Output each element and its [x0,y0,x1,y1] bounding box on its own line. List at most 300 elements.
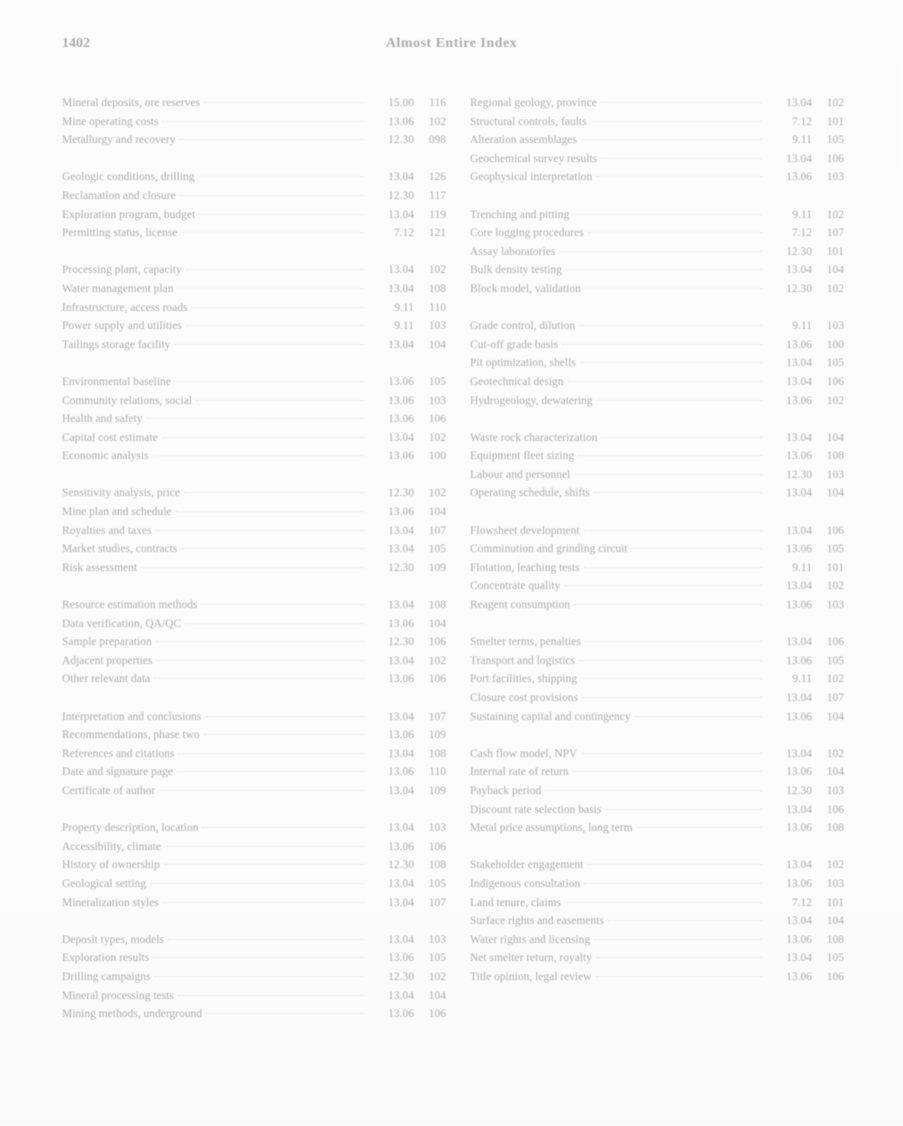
dot-leader [185,623,364,624]
index-column-left [62,94,446,1024]
index-entry-page: 098 [428,134,446,147]
index-entry-row [470,819,844,838]
index-entry-value: 13.04 [388,431,414,444]
dot-leader [601,437,762,438]
index-entry-value: 12.30 [388,487,414,500]
dot-leader [191,307,364,308]
dot-leader [156,660,364,661]
dot-leader [186,325,364,326]
index-entry-row [62,1005,446,1024]
index-entry-value: 13.04 [786,97,812,109]
index-entry-label: Grade control, dilution [470,320,576,333]
index-entry-page: 108 [826,933,844,946]
dot-leader [186,269,364,270]
index-entry-page: 108 [826,822,844,835]
dot-leader [562,344,762,345]
index-entry-page: 105 [826,357,844,370]
dot-leader [199,214,364,215]
index-entry-label: Royalties and taxes [62,524,152,537]
index-entry-label: Infrastructure, access roads [62,301,188,314]
index-entry-page: 104 [826,915,844,928]
index-entry-row [62,708,446,727]
index-entry-row [470,875,844,894]
index-entry-value: 9.11 [792,320,812,333]
index-entry-value: 13.06 [786,766,812,779]
group-spacer [62,912,446,931]
group-spacer [470,187,844,206]
index-entry-label: Processing plant, capacity [62,264,182,277]
index-entry-row [470,633,844,652]
index-entry-value: 12.30 [388,189,414,202]
index-entry-label: Capital cost estimate [62,431,158,444]
dot-leader [574,474,762,475]
index-entry-value: 13.04 [786,803,812,816]
dot-leader [181,548,364,549]
index-entry-label: Environmental baseline [62,375,171,388]
index-entry-label: Waste rock characterization [470,431,598,444]
index-entry-label: Date and signature page [62,766,173,779]
index-entry-page: 105 [826,134,844,147]
dot-leader [162,437,364,438]
index-entry-value: 13.04 [388,822,414,835]
dot-leader [179,139,364,140]
index-entry-row [470,763,844,782]
group-spacer [470,299,844,318]
index-entry-value: 13.04 [388,784,414,797]
index-entry-row [470,689,844,708]
index-entry-row [470,670,844,689]
dot-leader [141,567,364,568]
index-entry-row [470,577,844,596]
dot-leader [573,771,762,772]
index-entry-value: 13.04 [786,859,812,872]
index-entry-label: Mine operating costs [62,115,159,128]
dot-leader [601,102,762,103]
index-entry-row [62,726,446,745]
index-entry-value: 13.04 [388,933,414,946]
dot-leader [581,678,762,679]
index-entry-value: 13.06 [388,506,414,519]
index-entry-row [62,559,446,578]
index-entry-label: Sample preparation [62,636,152,649]
dot-leader [637,827,762,828]
index-entry-value: 9.11 [792,208,812,221]
index-entry-label: Mineralization styles [62,896,159,909]
dot-leader [545,790,762,791]
index-entry-value: 9.11 [792,134,812,147]
dot-leader [605,809,762,810]
index-entry-row [470,429,844,448]
index-entry-label: Mine plan and schedule [62,506,172,519]
index-entry-page: 104 [428,617,446,630]
index-entry-value: 13.04 [786,580,812,593]
dot-leader [565,902,762,903]
group-spacer [470,615,844,634]
dot-leader [154,976,364,977]
index-entry-row [470,354,844,373]
index-entry-value: 13.04 [388,599,414,612]
dot-leader [178,995,364,996]
index-entry-label: Structural controls, faults [470,115,587,128]
index-entry-row [62,670,446,689]
index-entry-row [62,429,446,448]
index-entry-label: Core logging procedures [470,227,584,240]
index-entry-value: 13.04 [388,338,414,351]
index-entry-value: 13.06 [388,952,414,965]
index-entry-row [62,596,446,615]
index-entry-page: 116 [429,97,446,109]
index-entry-row [62,763,446,782]
index-entry-row [62,336,446,355]
index-entry-label: Power supply and utilities [62,320,182,333]
dot-leader [177,771,364,772]
index-column-right [470,94,844,987]
index-entry-value: 9.11 [394,320,414,333]
index-entry-value: 13.06 [786,599,812,612]
index-entry-value: 13.06 [388,673,414,686]
index-entry-label: Smelter terms, penalties [470,636,581,649]
index-entry-value: 7.12 [791,227,812,240]
index-entry-page: 101 [826,561,844,574]
dot-leader [199,176,364,177]
index-entry-row [62,987,446,1006]
index-entry-label: Payback period [470,784,542,797]
index-entry-row [62,280,446,299]
index-entry-page: 100 [428,450,446,463]
index-entry-label: Bulk density testing [470,264,562,277]
dot-leader [153,957,364,958]
index-entry-row [62,447,446,466]
index-entry-value: 12.30 [388,134,414,147]
index-entry-value: 9.11 [792,561,812,574]
dot-leader [181,232,364,233]
index-entry-value: 13.06 [786,877,812,890]
dot-leader [178,753,364,754]
index-entry-page: 103 [826,320,844,333]
index-entry-label: Reagent consumption [470,599,570,612]
index-entry-row [62,113,446,132]
index-entry-row [62,540,446,559]
index-entry-row [470,317,844,336]
index-entry-row [62,949,446,968]
index-entry-value: 13.06 [388,840,414,853]
index-entry-label: Pit optimization, shells [470,357,576,370]
index-entry-label: Geotechnical design [470,375,564,388]
index-entry-label: Alteration assemblages [470,134,577,147]
index-entry-page: 108 [826,450,844,463]
group-spacer [62,577,446,596]
dot-leader [578,455,762,456]
index-entry-row [470,131,844,150]
index-entry-label: Equipment fleet sizing [470,450,575,463]
index-entry-row [62,522,446,541]
dot-leader [580,362,762,363]
index-entry-label: Trenching and pitting [470,208,570,221]
index-entry-value: 13.06 [786,394,812,407]
index-entry-value: 13.06 [786,822,812,835]
index-entry-page: 117 [429,189,446,202]
index-entry-value: 13.04 [786,747,812,760]
index-entry-value: 13.06 [388,115,414,128]
index-entry-value: 13.04 [786,952,812,965]
index-entry-label: Data verification, QA/QC [62,617,182,630]
dot-leader [206,1013,364,1014]
index-entry-label: Reclamation and closure [62,189,176,202]
index-entry-page: 106 [826,524,844,537]
dot-leader [587,864,762,865]
index-entry-page: 105 [826,543,844,556]
index-entry-value: 13.06 [786,543,812,556]
dot-leader [568,381,762,382]
dot-leader [165,846,364,847]
index-entry-row [470,392,844,411]
index-entry-page: 126 [428,171,446,184]
index-entry-label: Property description, location [62,822,199,835]
dot-leader [201,604,364,605]
dot-leader [204,102,364,103]
index-entry-page: 108 [428,747,446,760]
index-entry-label: Risk assessment [62,561,138,574]
index-entry-row [470,801,844,820]
group-spacer [470,503,844,522]
index-entry-page: 102 [428,970,446,983]
index-entry-value: 13.04 [388,747,414,760]
index-entry-page: 105 [428,877,446,890]
index-entry-row [470,968,844,987]
index-entry-label: Block model, validation [470,282,581,295]
index-entry-page: 102 [826,282,844,295]
index-entry-row [62,745,446,764]
index-entry-label: Port facilities, shipping [470,673,578,686]
index-entry-row [62,819,446,838]
dot-leader [635,716,762,717]
dot-leader [581,139,762,140]
dot-leader [585,641,762,642]
index-entry-page: 101 [826,245,844,258]
dot-leader [180,195,364,196]
dot-leader [579,325,762,326]
index-entry-page: 110 [429,766,446,779]
index-entry-row [470,113,844,132]
dot-leader [205,716,364,717]
index-entry-label: Tailings storage facility [62,338,171,351]
index-entry-value: 13.04 [786,357,812,370]
index-entry-label: References and citations [62,747,175,760]
index-entry-row [470,559,844,578]
index-entry-page: 103 [826,784,844,797]
index-entry-label: Market studies, contracts [62,543,178,556]
dot-leader [591,121,762,122]
dot-leader [596,976,762,977]
index-entry-value: 13.04 [786,152,812,165]
index-entry-row [470,94,844,113]
index-entry-row [470,540,844,559]
index-entry-row [62,968,446,987]
index-entry-page: 103 [826,877,844,890]
index-entry-label: Stakeholder engagement [470,859,584,872]
index-entry-label: Geochemical survey results [470,152,598,165]
dot-leader [204,734,364,735]
dot-leader [584,530,762,531]
index-entry-label: Exploration program, budget [62,208,196,221]
dot-leader [202,827,364,828]
index-entry-label: Economic analysis [62,450,149,463]
index-entry-page: 106 [826,803,844,816]
index-entry-label: Operating schedule, shifts [470,487,590,500]
index-entry-page: 109 [428,561,446,574]
dot-leader [574,604,762,605]
index-entry-page: 107 [826,227,844,240]
index-entry-label: Sustaining capital and contingency [470,710,631,723]
dot-leader [559,251,762,252]
index-entry-row [62,484,446,503]
index-entry-page: 102 [428,487,446,500]
index-entry-page: 110 [429,301,446,314]
index-entry-page: 104 [428,506,446,519]
index-entry-row [62,875,446,894]
dot-leader [153,455,364,456]
index-entry-row [470,596,844,615]
dot-leader [176,511,364,512]
dot-leader [596,176,762,177]
dot-leader [155,530,364,531]
group-spacer [62,689,446,708]
index-entry-value: 7.12 [791,896,812,909]
index-entry-value: 7.12 [393,227,414,240]
index-entry-row [470,912,844,931]
index-entry-row [62,187,446,206]
index-entry-label: Adjacent properties [62,654,153,667]
dot-leader [601,158,762,159]
index-entry-label: Net smelter return, royalty [470,952,592,965]
index-entry-value: 7.12 [791,115,812,128]
index-entry-value: 13.06 [388,617,414,630]
dot-leader [164,864,364,865]
index-entry-row [62,410,446,429]
index-entry-label: Recommendations, phase two [62,729,200,742]
index-entry-value: 13.06 [786,654,812,667]
index-entry-label: Assay laboratories [470,245,556,258]
index-entry-row [470,150,844,169]
dot-leader [585,288,762,289]
dot-leader [594,492,762,493]
dot-leader [146,418,364,419]
index-entry-page: 102 [428,654,446,667]
dot-leader [566,269,762,270]
index-entry-label: Other relevant data [62,673,151,686]
index-entry-row [470,336,844,355]
index-entry-page: 104 [428,338,446,351]
index-entry-row [470,466,844,485]
index-entry-row [470,206,844,225]
dot-leader [168,939,364,940]
index-entry-value: 13.04 [786,431,812,444]
group-spacer [470,726,844,745]
index-entry-value: 13.04 [786,692,812,704]
index-entry-row [470,522,844,541]
dot-leader [564,585,762,586]
index-entry-value: 13.04 [786,487,812,500]
index-entry-value: 13.04 [388,543,414,556]
index-entry-page: 102 [428,431,446,444]
index-entry-value: 13.06 [786,450,812,463]
index-entry-row [470,447,844,466]
index-entry-row [470,856,844,875]
index-entry-label: Cash flow model, NPV [470,747,578,760]
dot-leader [162,121,364,122]
index-entry-page: 106 [826,375,844,388]
index-entry-label: Interpretation and conclusions [62,710,202,723]
index-entry-value: 13.04 [786,915,812,928]
index-entry-row [470,894,844,913]
index-entry-value: 13.06 [388,450,414,463]
dot-leader [175,381,364,382]
index-entry-label: Title opinion, legal review [470,970,592,983]
index-entry-page: 102 [826,673,844,686]
index-entry-row [62,856,446,875]
index-entry-value: 13.04 [388,282,414,295]
dot-leader [177,288,364,289]
index-entry-page: 105 [428,375,446,388]
dot-leader [588,232,762,233]
index-entry-value: 9.11 [792,673,812,686]
index-entry-row [62,392,446,411]
index-entry-value: 12.30 [388,970,414,983]
index-entry-page: 102 [826,97,844,109]
index-entry-value: 13.04 [388,989,414,1002]
index-entry-label: History of ownership [62,859,160,872]
index-entry-page: 121 [428,227,446,240]
index-entry-row [470,931,844,950]
index-entry-label: Internal rate of return [470,766,569,779]
index-entry-page: 106 [428,636,446,649]
index-entry-row [62,373,446,392]
index-entry-row [62,94,446,113]
index-entry-page: 104 [428,989,446,1002]
index-entry-page: 106 [428,673,446,686]
index-entry-page: 107 [428,710,446,723]
index-entry-page: 104 [826,766,844,779]
index-entry-page: 101 [826,896,844,909]
index-entry-row [62,615,446,634]
index-entry-label: Metallurgy and recovery [62,134,176,147]
group-spacer [62,150,446,169]
index-entry-page: 104 [826,264,844,277]
group-spacer [62,801,446,820]
index-entry-value: 13.04 [786,636,812,649]
index-entry-row [62,131,446,150]
index-entry-label: Comminution and grinding circuit [470,543,628,556]
page-header [62,36,841,56]
index-entry-label: Certificate of author [62,784,156,797]
index-entry-row [470,261,844,280]
index-entry-value: 13.04 [786,375,812,388]
index-entry-value: 13.06 [388,766,414,779]
index-entry-label: Resource estimation methods [62,599,198,612]
index-entry-page: 107 [428,524,446,537]
dot-leader [584,567,762,568]
group-spacer [62,354,446,373]
dot-leader [584,883,762,884]
dot-leader [196,400,364,401]
index-entry-label: Discount rate selection basis [470,803,602,816]
index-entry-page: 108 [428,859,446,872]
index-entry-label: Mineral processing tests [62,989,174,1002]
index-entry-value: 12.30 [388,859,414,872]
dot-leader [174,344,364,345]
index-entry-row [470,243,844,262]
index-entry-label: Water management plan [62,282,174,295]
